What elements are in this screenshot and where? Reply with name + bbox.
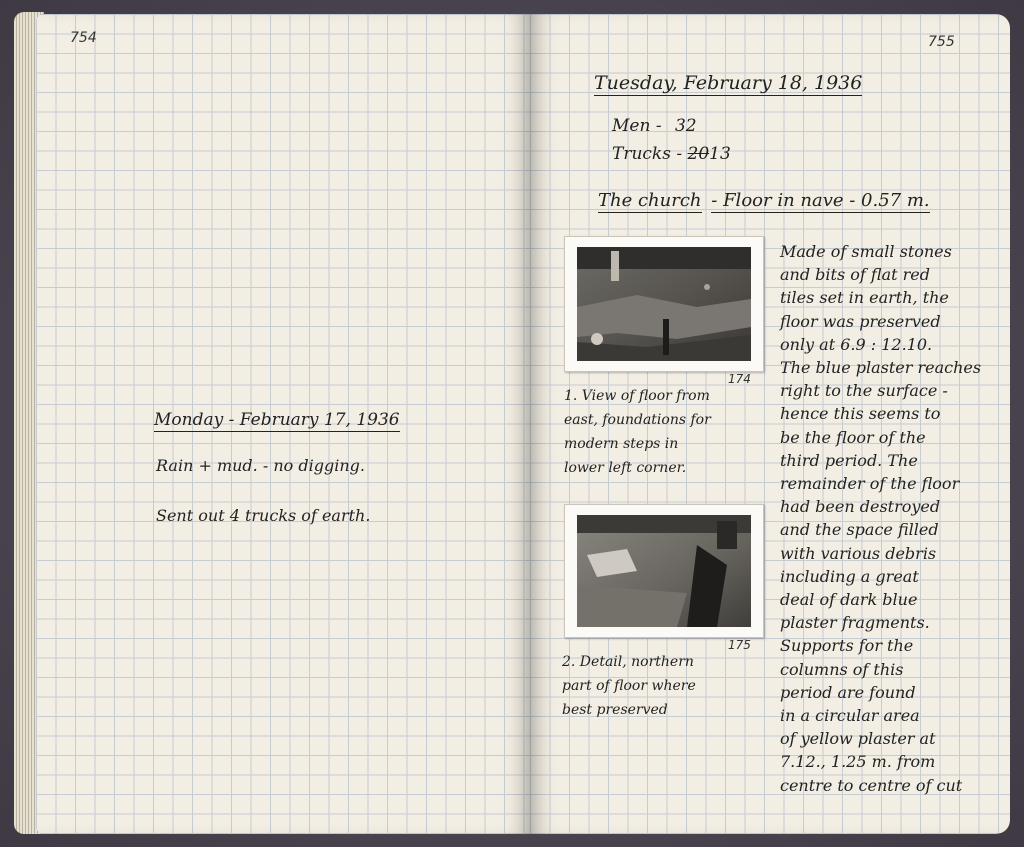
note-line: Made of small stones bbox=[780, 242, 952, 261]
entry-date-heading: Tuesday, February 18, 1936 bbox=[594, 72, 863, 94]
photo-floor-from-east bbox=[564, 236, 764, 372]
note-line: with various debris bbox=[780, 543, 937, 563]
trucks-struck-value: 20 bbox=[687, 144, 710, 164]
men-value: 32 bbox=[674, 116, 697, 136]
note-line: third period. The bbox=[780, 450, 918, 470]
note-line: plaster fragments. bbox=[780, 613, 930, 633]
caption-line: 2. Detail, northern bbox=[562, 654, 694, 670]
photo-number: 175 bbox=[728, 638, 751, 652]
note-line: in a circular area bbox=[780, 706, 920, 726]
page-number: 754 bbox=[70, 30, 97, 46]
note-line: had been destroyed bbox=[780, 497, 941, 517]
note-line: be the floor of the bbox=[780, 427, 926, 447]
note-line: and bits of flat red bbox=[780, 265, 930, 285]
note-line: period are found bbox=[780, 682, 916, 702]
entry-line: Rain + mud. - no digging. bbox=[156, 456, 365, 475]
caption-line: 1. View of floor from bbox=[564, 388, 710, 404]
page-number: 755 bbox=[928, 34, 955, 50]
section-heading bbox=[598, 190, 930, 211]
note-line: floor was preserved bbox=[780, 311, 941, 331]
photo-number: 174 bbox=[728, 372, 751, 386]
note-line: remainder of the floor bbox=[780, 474, 960, 494]
note-line: Supports for the bbox=[780, 636, 914, 656]
photo-northern-floor-detail bbox=[564, 504, 764, 638]
note-line: deal of dark blue bbox=[780, 590, 918, 610]
caption-line: best preserved bbox=[562, 702, 668, 718]
note-line: tiles set in earth, the bbox=[780, 288, 949, 308]
men-label: Men - bbox=[612, 116, 662, 136]
note-line: hence this seems to bbox=[780, 404, 941, 424]
photo-caption bbox=[562, 650, 696, 722]
note-line: 7.12., 1.25 m. from bbox=[780, 752, 936, 772]
caption-line: part of floor where bbox=[562, 678, 696, 694]
excavation-notes bbox=[780, 240, 981, 797]
men-count bbox=[612, 116, 697, 136]
right-page bbox=[530, 14, 1010, 834]
left-page bbox=[36, 14, 530, 834]
note-line: including a great bbox=[780, 566, 919, 586]
photo-caption bbox=[564, 384, 711, 480]
trucks-label: Trucks - bbox=[612, 144, 683, 164]
trucks-count bbox=[612, 144, 731, 164]
section-subtitle: - Floor in nave - 0.57 m. bbox=[711, 190, 930, 211]
caption-line: east, foundations for bbox=[564, 412, 711, 428]
section-title: The church bbox=[598, 190, 702, 211]
note-line: only at 6.9 : 12.10. bbox=[780, 334, 933, 354]
note-line: columns of this bbox=[780, 659, 904, 679]
note-line: The blue plaster reaches bbox=[780, 358, 982, 378]
photo-image bbox=[577, 247, 751, 361]
caption-line: modern steps in bbox=[564, 436, 679, 452]
note-line: of yellow plaster at bbox=[780, 729, 936, 749]
note-line: and the space filled bbox=[780, 520, 939, 540]
note-line: centre to centre of cut bbox=[780, 775, 963, 795]
entry-date-heading: Monday - February 17, 1936 bbox=[154, 410, 400, 430]
note-line: right to the surface - bbox=[780, 381, 948, 401]
trucks-value: 13 bbox=[709, 144, 731, 164]
caption-line: lower left corner. bbox=[564, 460, 687, 476]
photo-image bbox=[577, 515, 751, 627]
entry-line: Sent out 4 trucks of earth. bbox=[156, 506, 371, 525]
